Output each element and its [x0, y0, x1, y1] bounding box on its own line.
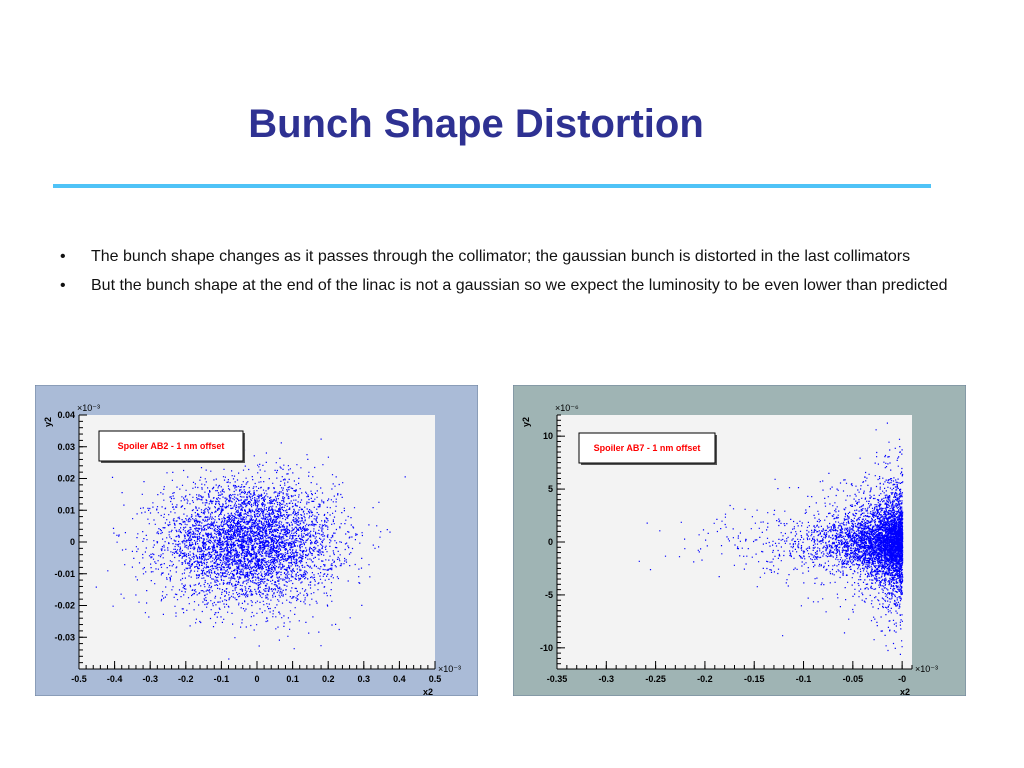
y-tick-label: 0 — [69, 537, 75, 547]
x-tick-label: 0.4 — [393, 674, 406, 684]
y-tick-label: 0.01 — [57, 505, 75, 516]
x-axis-label: x2 — [423, 687, 434, 696]
annotation-label: Spoiler AB7 - 1 nm offset — [593, 443, 701, 453]
x-tick-label: -0 — [898, 674, 907, 684]
bullet-text: The bunch shape changes as it passes through the collimator; the gaussian bunch is distorted in the last collimators — [91, 248, 911, 265]
y-tick-label: 0.02 — [57, 473, 75, 484]
x-tick-label: 0.5 — [428, 674, 442, 684]
x-tick-label: 0.3 — [357, 674, 371, 684]
y-exponent-label: ×10⁻³ — [77, 403, 101, 413]
scatter-plot-ab7-svg — [513, 385, 966, 696]
x-tick-label: -0.15 — [743, 674, 765, 684]
x-tick-label: -0.5 — [71, 674, 87, 684]
scatter-plot-ab2-svg — [35, 385, 478, 696]
x-tick-label: -0.25 — [645, 674, 666, 684]
bullet-text: But the bunch shape at the end of the linac is not a gaussian so we expect the luminosity to be even lower than predicted — [91, 277, 948, 294]
x-tick-label: -0.1 — [795, 674, 812, 684]
y-tick-label: -10 — [539, 642, 553, 653]
scatter-plot-ab7 — [513, 385, 966, 696]
y-exponent-label: ×10⁻⁶ — [555, 403, 579, 413]
x-tick-label: -0.3 — [598, 674, 615, 684]
title-divider — [53, 184, 931, 188]
bullet-symbol: • — [60, 277, 66, 294]
y-tick-label: 0 — [547, 537, 553, 547]
bullet-item — [60, 245, 960, 268]
bullet-item — [60, 274, 960, 297]
x-exponent-label: ×10⁻³ — [915, 664, 939, 674]
y-tick-label: 0.03 — [57, 441, 75, 452]
y-tick-label: 0.04 — [57, 410, 75, 420]
y-tick-label: -0.02 — [54, 600, 75, 611]
y-axis-label: y2 — [43, 416, 53, 427]
x-tick-label: 0.1 — [286, 674, 299, 684]
y-tick-label: -0.01 — [54, 568, 75, 579]
x-tick-label: 0 — [254, 674, 260, 684]
x-tick-label: -0.05 — [842, 674, 864, 684]
x-tick-label: -0.2 — [178, 674, 194, 684]
x-tick-label: 0.2 — [321, 674, 335, 684]
x-tick-label: -0.4 — [106, 674, 123, 684]
x-exponent-label: ×10⁻³ — [438, 664, 462, 674]
y-tick-label: 5 — [547, 484, 553, 495]
x-tick-label: -0.1 — [213, 674, 230, 684]
annotation-label: Spoiler AB2 - 1 nm offset — [117, 441, 225, 451]
y-tick-label: 10 — [542, 431, 553, 442]
x-axis-label: x2 — [900, 687, 911, 696]
y-axis-label: y2 — [521, 416, 531, 427]
x-tick-label: -0.3 — [142, 674, 158, 684]
x-tick-label: -0.2 — [697, 674, 713, 684]
x-tick-label: -0.35 — [546, 674, 568, 684]
y-tick-label: -5 — [544, 589, 553, 600]
bullet-symbol: • — [60, 248, 66, 265]
bullet-list — [60, 245, 960, 303]
scatter-plot-ab2 — [35, 385, 478, 696]
slide-title: Bunch Shape Distortion — [248, 102, 704, 146]
y-tick-label: -0.03 — [54, 632, 75, 643]
